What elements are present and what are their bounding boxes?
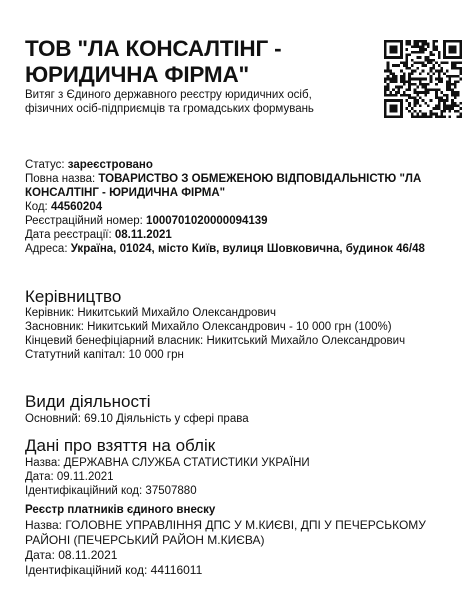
reg-date-row [25,228,465,242]
tax-id-label: Ідентифікаційний код: [25,563,148,577]
reg-number-row [25,214,465,228]
reg-date-label: Дата реєстрації: [25,229,112,241]
status-label: Статус: [25,159,65,171]
tax-id-value: 44116011 [150,563,203,577]
founder-value: Никитський Михайло Олександрович - 10 000 грн (100%) [87,321,392,333]
tax-name-value: ГОЛОВНЕ УПРАВЛІННЯ ДПС У М.КИЄВІ, ДПІ У ПЕЧЕРСЬКОМУ РАЙОНІ (ПЕЧЕРСЬКИЙ РАЙОН М.КИЄВА) [25,518,426,547]
registration-name-value: ДЕРЖАВНА СЛУЖБА СТАТИСТИКИ УКРАЇНИ [63,457,310,469]
capital-label: Статутний капітал: [25,349,126,361]
head-value: Никитський Михайло Олександрович [77,307,276,319]
registration-name-label: Назва: [25,457,61,469]
tax-date-label: Дата: [25,548,55,562]
registration-name-row [25,456,465,470]
registration-id-row [25,484,465,498]
tax-name-label: Назва: [25,518,62,532]
reg-number-label: Реєстраційний номер: [25,215,143,227]
registration-date-row [25,470,465,484]
status-value: зареєстровано [67,159,153,171]
tax-date-value: 08.11.2021 [58,548,118,562]
registration-section [25,456,465,498]
full-name-row [25,172,465,200]
full-name-label: Повна назва: [25,173,96,185]
registration-date-label: Дата: [25,471,54,483]
address-label: Адреса: [25,243,68,255]
status-row [25,158,465,172]
registration-id-label: Ідентифікаційний код: [25,485,143,497]
registration-date-value: 09.11.2021 [56,471,114,483]
code-value: 44560204 [50,201,103,213]
code-row [25,200,465,214]
registration-id-value: 37507880 [145,485,197,497]
registration-heading: Дані про взяття на облік [25,436,216,455]
registry-section [25,158,465,256]
activities-section [25,412,465,426]
founder-row [25,320,465,334]
reg-number-value: 1000701020000094139 [146,215,268,227]
document-subtitle: Витяг з Єдиного державного реєстру юридичних осіб, фізичних осіб-підприємців та громадських формувань [25,89,314,115]
beneficiary-row [25,334,465,348]
company-title: ТОВ "ЛА КОНСАЛТІНГ - ЮРИДИЧНА ФІРМА" [25,36,282,87]
founder-label: Засновник: [25,321,84,333]
main-activity-row [25,412,465,426]
tax-id-row [25,563,465,578]
beneficiary-value: Никитський Михайло Олександрович [206,335,406,347]
tax-heading: Реєстр платників єдиного внеску [25,504,216,516]
management-section [25,306,465,362]
main-activity-value: 69.10 Діяльність у сфері права [84,413,249,425]
tax-date-row [25,548,465,563]
management-heading: Керівництво [25,287,122,306]
main-activity-label: Основний: [25,413,81,425]
tax-name-row [25,518,465,548]
address-value: Україна, 01024, місто Київ, вулиця Шовковична, будинок 46/48 [70,243,425,255]
full-name-value: ТОВАРИСТВО З ОБМЕЖЕНОЮ ВІДПОВІДАЛЬНІСТЮ "ЛА КОНСАЛТІНГ - ЮРИДИЧНА ФІРМА" [25,173,422,199]
capital-value: 10 000 грн [128,349,184,361]
code-label: Код: [25,201,48,213]
address-row [25,242,465,256]
capital-row [25,348,465,362]
head-label: Керівник: [25,307,75,319]
head-row [25,306,465,320]
beneficiary-label: Кінцевий бенефіціарний власник: [25,335,204,347]
tax-section [25,518,465,578]
activities-heading: Види діяльності [25,392,151,411]
qr-code-icon [384,40,462,118]
reg-date-value: 08.11.2021 [114,229,172,241]
